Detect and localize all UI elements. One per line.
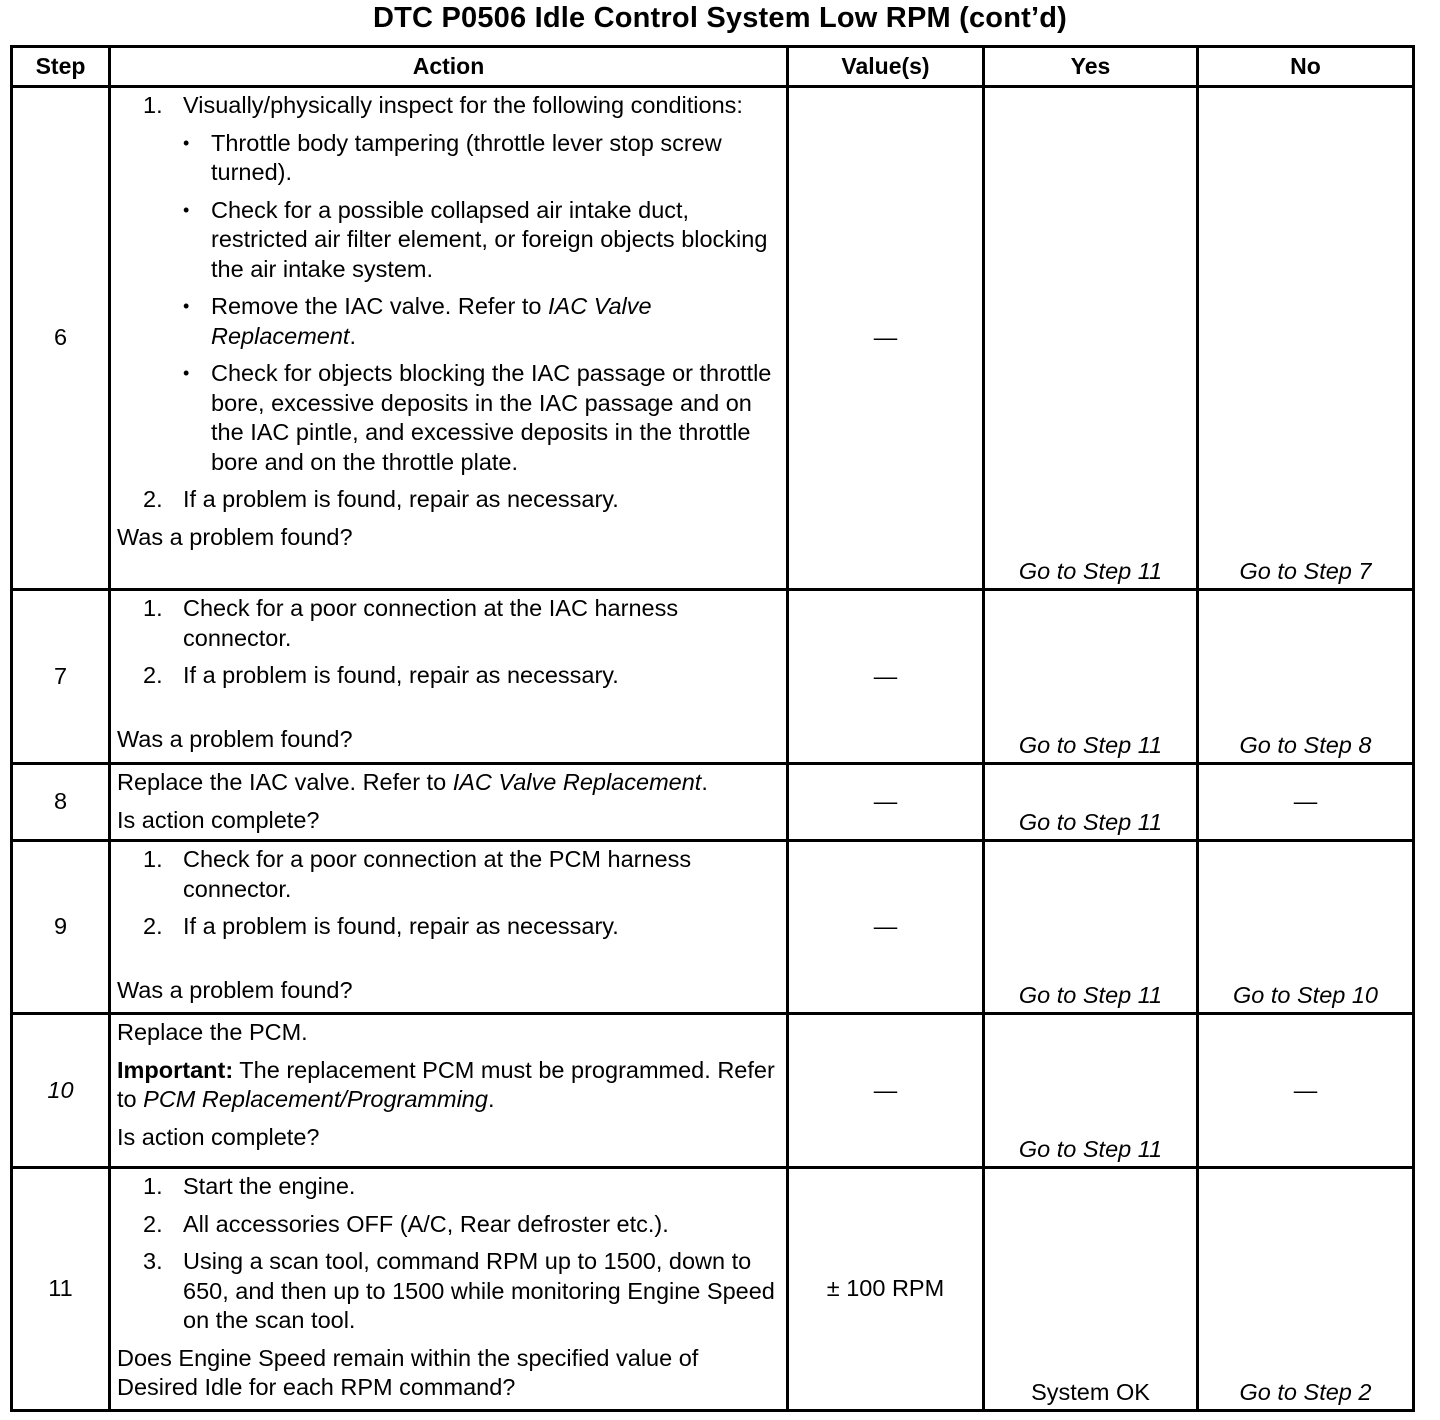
action-cell (110, 1014, 788, 1168)
header-action: Action (110, 47, 788, 87)
list-number: 2. (143, 662, 163, 688)
no-result: Go to Step 2 (1239, 1378, 1372, 1405)
action-cell (110, 841, 788, 1014)
yes-cell (984, 764, 1198, 841)
step-number: 8 (12, 764, 110, 841)
bullet-icon: • (183, 363, 190, 383)
reference-link: IAC Valve Replacement (452, 769, 702, 795)
action-text: All accessories OFF (A/C, Rear defroster etc.). (183, 1210, 669, 1237)
no-cell: — (1198, 1014, 1414, 1168)
list-number: 1. (143, 846, 163, 872)
no-result: Go to Step 7 (1239, 557, 1372, 584)
table-row-step-11 (12, 1168, 1414, 1411)
no-cell: — (1198, 764, 1414, 841)
condition-text: Throttle body tampering (throttle lever stop screw turned). (211, 129, 722, 185)
yes-cell (984, 590, 1198, 764)
table-row-step-7 (12, 590, 1414, 764)
bullet-icon: • (183, 296, 190, 316)
no-cell (1198, 590, 1414, 764)
no-result: Go to Step 8 (1239, 731, 1372, 758)
yes-result: Go to Step 11 (1018, 1135, 1163, 1162)
yes-result: Go to Step 11 (1018, 731, 1163, 758)
table-row-step-10 (12, 1014, 1414, 1168)
step-number: 10 (12, 1014, 110, 1168)
condition-text: Remove the IAC valve. Refer to IAC Valve Replacement. (211, 293, 652, 349)
header-no: No (1198, 47, 1414, 87)
question-text: Was a problem found? (117, 725, 353, 752)
question-text: Is action complete? (117, 806, 320, 833)
question-text: Was a problem found? (117, 976, 353, 1003)
action-text: If a problem is found, repair as necessary. (183, 913, 619, 939)
yes-result: Go to Step 11 (1018, 981, 1163, 1008)
action-text: Visually/physically inspect for the following conditions: (183, 92, 743, 118)
action-text: Start the engine. (183, 1173, 356, 1199)
step-number: 7 (12, 590, 110, 764)
step-number: 6 (12, 87, 110, 590)
value-cell: — (788, 764, 984, 841)
table-row-step-9 (12, 841, 1414, 1014)
yes-cell: System OK (984, 1168, 1198, 1411)
yes-result: Go to Step 11 (1018, 808, 1163, 835)
action-text: If a problem is found, repair as necessary. (183, 486, 619, 512)
list-number: 2. (143, 486, 163, 512)
action-text: Check for a poor connection at the IAC harness connector. (183, 595, 679, 651)
no-cell (1198, 841, 1414, 1014)
yes-cell (984, 87, 1198, 590)
list-number: 1. (143, 92, 163, 118)
bullet-icon: • (183, 199, 190, 220)
yes-result: Go to Step 11 (1018, 557, 1163, 584)
yes-cell (984, 1014, 1198, 1168)
header-row (12, 47, 1414, 87)
value-cell: ± 100 RPM (788, 1168, 984, 1411)
condition-text: Check for objects blocking the IAC passage or throttle bore, excessive deposits in the IAC passage and on the IAC pintle, and excessive deposits in the throttle bore and on the throttle plate. (211, 360, 772, 475)
no-result: Go to Step 10 (1232, 981, 1379, 1008)
action-text: Replace the PCM. (117, 1019, 308, 1045)
step-number: 9 (12, 841, 110, 1014)
table-row-step-6 (12, 87, 1414, 590)
action-cell (110, 590, 788, 764)
condition-text: Check for a possible collapsed air intake duct, restricted air filter element, or foreign objects blocking the air intake system. (211, 196, 768, 282)
action-text: Check for a poor connection at the PCM harness connector. (183, 846, 692, 902)
value-cell: — (788, 841, 984, 1014)
important-label: Important: (117, 1056, 234, 1083)
no-cell (1198, 1168, 1414, 1411)
value-cell: — (788, 1014, 984, 1168)
value-cell: — (788, 590, 984, 764)
yes-cell (984, 841, 1198, 1014)
header-yes: Yes (984, 47, 1198, 87)
action-text: Replace the IAC valve. Refer to IAC Valve Replacement. (117, 769, 708, 795)
list-number: 3. (143, 1248, 163, 1274)
action-text: Using a scan tool, command RPM up to 1500, down to 650, and then up to 1500 while monitoring Engine Speed on the scan tool. (183, 1248, 775, 1333)
action-cell (110, 1168, 788, 1411)
action-cell (110, 764, 788, 841)
reference-link: IAC Valve Replacement (211, 293, 652, 349)
list-number: 2. (143, 913, 163, 939)
list-number: 2. (143, 1210, 163, 1237)
list-number: 1. (143, 595, 163, 621)
no-cell (1198, 87, 1414, 590)
question-text: Was a problem found? (117, 523, 353, 550)
bullet-icon: • (183, 132, 190, 153)
question-text: Does Engine Speed remain within the specified value of Desired Idle for each RPM command? (117, 1344, 699, 1400)
important-note: Important: The replacement PCM must be programmed. Refer to PCM Replacement/Programming. (117, 1056, 775, 1112)
question-text: Is action complete? (117, 1123, 320, 1150)
page-title: DTC P0506 Idle Control System Low RPM (cont’d) (373, 2, 1067, 34)
list-number: 1. (143, 1173, 163, 1199)
reference-link: PCM Replacement/Programming (143, 1086, 488, 1112)
action-text: If a problem is found, repair as necessary. (183, 662, 619, 688)
action-cell (110, 87, 788, 590)
diagnostic-table (10, 45, 1415, 1412)
header-step: Step (12, 47, 110, 87)
header-values: Value(s) (788, 47, 984, 87)
value-cell: — (788, 87, 984, 590)
step-number: 11 (12, 1168, 110, 1411)
table-row-step-8 (12, 764, 1414, 841)
